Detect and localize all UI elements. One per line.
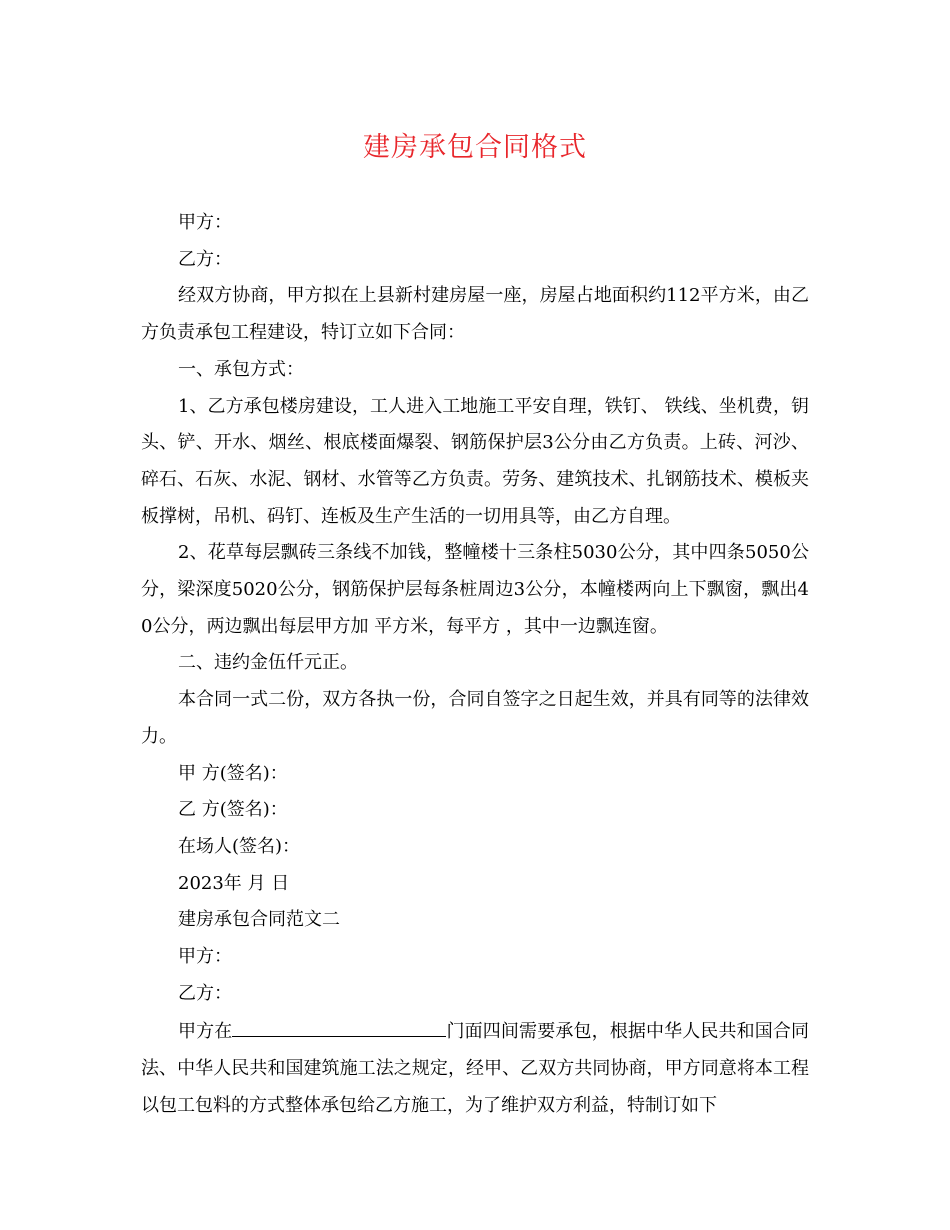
intro-before-blank: 甲方在 (178, 1021, 233, 1043)
party-a-signature-line: 甲 方(签名)： (178, 762, 288, 784)
sample-two-party-a-line: 甲方： (178, 946, 232, 968)
clause-1-paragraph: 1、乙方承包楼房建设，工人进入工地施工平安自理，铁钉、 铁线、坐机费，钥头、铲、开水、烟丝、根底楼面爆裂、钢筋保护层3公分由乙方负责。上砖、河沙、碎石、石灰、水泥、钢材、水管等乙方负责。劳务、建筑技术、扎钢筋技术、模板夹板撑树，吊机、码钉、连板及生产生活的一切用具等，由乙方自理。 (141, 395, 809, 527)
intro-paragraph: 经双方协商，甲方拟在上县新村建房屋一座，房屋占地面积约112平方米，由乙方负责承包工程建设，特订立如下合同： (141, 285, 809, 344)
witness-signature-line: 在场人(签名)： (178, 835, 301, 857)
party-b-line: 乙方： (178, 248, 232, 270)
effectiveness-paragraph: 本合同一式二份，双方各执一份，合同自签字之日起生效，并具有同等的法律效力。 (141, 689, 809, 747)
section-heading-penalty: 二、违约金伍仟元正。 (178, 652, 358, 674)
date-line: 2023年 月 日 (178, 872, 290, 894)
fill-in-blank (232, 1012, 446, 1037)
party-a-line: 甲方： (178, 212, 232, 233)
section-heading-contract-method: 一、承包方式： (178, 358, 304, 380)
party-b-signature-line: 乙 方(签名)： (178, 799, 288, 821)
document-body (141, 205, 809, 1125)
sample-two-party-b-line: 乙方： (178, 982, 232, 1004)
document-title: 建房承包合同格式 (363, 132, 587, 163)
clause-2-paragraph: 2、花草每层飘砖三条线不加钱，整幢楼十三条柱5030公分，其中四条5050公分，梁深度5020公分，钢筋保护层每条桩周边3公分，本幢楼两向上下飘窗，飘出40公分，两边飘出每层甲方加 平方米，每平方 ，其中一边飘连窗。 (141, 542, 809, 637)
intro-after-blank: 门面四间需要承包，根据中华人民共和国合同法、中华人民共和国建筑施工法之规定，经甲、乙双方共同协商，甲方同意将本工程以包工包料的方式整体承包给乙方施工，为了维护双方利益，特制订如下 (141, 1021, 810, 1116)
sample-two-heading: 建房承包合同范文二 (178, 909, 340, 931)
sample-two-intro-paragraph (141, 1012, 809, 1124)
